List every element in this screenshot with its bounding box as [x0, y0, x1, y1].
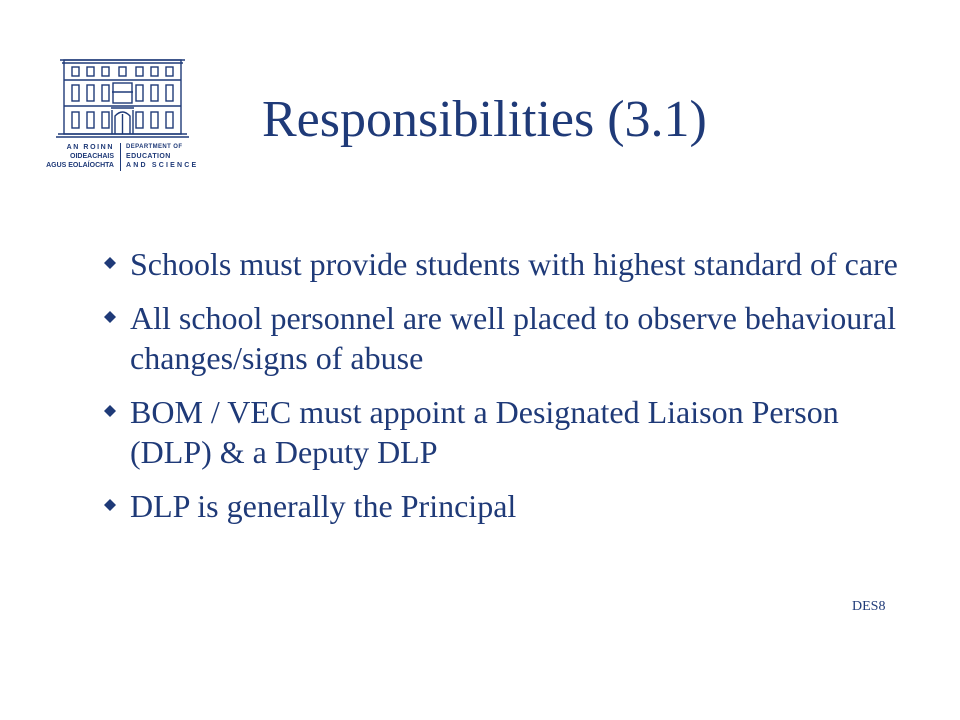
logo-divider: [120, 143, 121, 171]
slide-reference-tag: DES8: [852, 599, 886, 614]
bullet-text: BOM / VEC must appoint a Designated Liaison Person (DLP) & a Deputy DLP: [130, 394, 839, 470]
building-icon: [40, 52, 205, 138]
bullet-text: Schools must provide students with highest standard of care: [130, 246, 898, 282]
slide-title: Responsibilities (3.1): [262, 91, 707, 148]
logo-english-line2: EDUCATION: [126, 153, 171, 160]
diamond-bullet-icon: [104, 311, 116, 323]
bullet-item: [100, 486, 900, 526]
bullet-item: [100, 298, 900, 378]
logo-irish-text: [40, 143, 114, 170]
diamond-bullet-icon: [104, 499, 116, 511]
bullet-item: [100, 392, 900, 472]
logo-irish-line3: AGUS EOLAÍOCHTA: [46, 162, 114, 169]
logo-irish-line1: AN ROINN: [66, 144, 114, 151]
bullet-text: All school personnel are well placed to observe behavioural changes/signs of abuse: [130, 300, 896, 376]
bullet-item: [100, 244, 900, 284]
bullet-list: [100, 244, 900, 540]
diamond-bullet-icon: [104, 257, 116, 269]
logo-english-line1: DEPARTMENT OF: [126, 144, 183, 150]
logo-english-line3: AND SCIENCE: [126, 162, 199, 169]
bullet-text: DLP is generally the Principal: [130, 488, 517, 524]
department-logo: [40, 52, 205, 174]
diamond-bullet-icon: [104, 405, 116, 417]
logo-irish-line2: OIDEACHAIS: [70, 153, 114, 160]
logo-english-text: [126, 143, 198, 170]
